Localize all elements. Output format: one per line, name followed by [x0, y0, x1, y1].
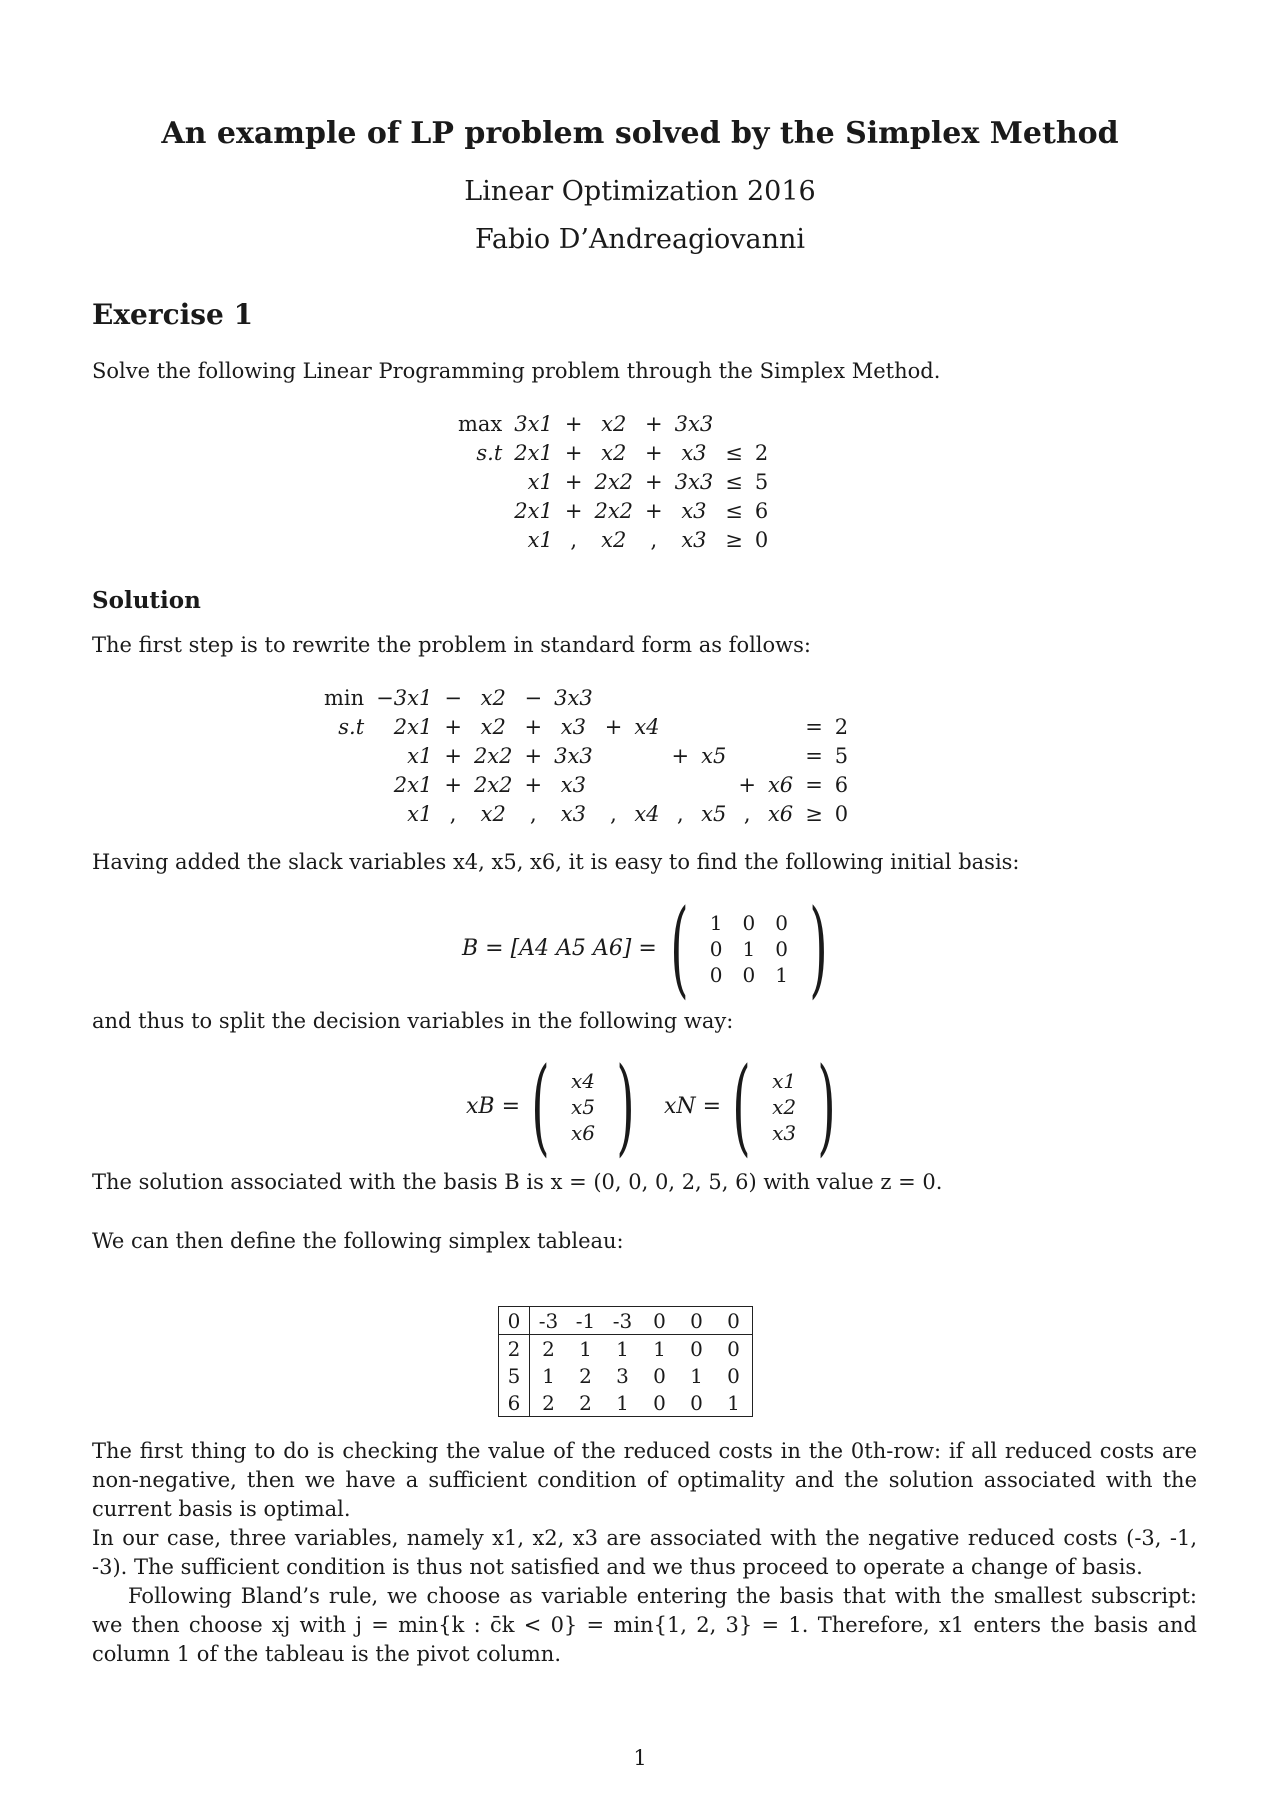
standard-form-term: x3: [560, 714, 587, 739]
tableau-cell: 2: [542, 1390, 555, 1415]
problem-row: [452, 496, 774, 525]
standard-form-term: [628, 741, 665, 770]
problem-term: 0: [754, 527, 769, 552]
problem-term: 2x1: [514, 498, 553, 523]
tableau-cell: 2: [542, 1336, 555, 1361]
problem-term: +: [564, 498, 583, 523]
standard-form-term: ,: [676, 801, 684, 826]
standard-form-term: 6: [834, 772, 849, 797]
standard-form-term: 3x3: [554, 743, 593, 768]
tableau-cell: -3: [604, 1307, 641, 1335]
problem-label: [452, 496, 508, 525]
tableau-cell: 2: [579, 1390, 592, 1415]
standard-form-term: +: [524, 714, 543, 739]
standard-form-term: 2x2: [473, 772, 513, 797]
problem-term: 2x2: [594, 469, 634, 494]
standard-form-term: 2x1: [393, 714, 433, 739]
tableau-cell: -3: [530, 1307, 568, 1335]
problem-term: [749, 409, 774, 438]
standard-form-row: [318, 683, 854, 712]
problem-term: 3x1: [514, 411, 553, 436]
basis-matrix-entry: 0: [775, 936, 788, 961]
basis-matrix-entry: 0: [742, 910, 756, 935]
standard-form-term: [599, 683, 629, 712]
standard-form-term: +: [524, 772, 543, 797]
problem-term: 2x2: [594, 498, 634, 523]
basis-matrix: [700, 910, 798, 988]
standard-form-term: [732, 741, 762, 770]
standard-form-term: x2: [480, 685, 506, 710]
standard-form-term: [666, 770, 696, 799]
tableau-intro: We can then define the following simplex tableau:: [92, 1229, 624, 1253]
standard-form-term: [762, 683, 799, 712]
standard-form-row: [318, 799, 854, 828]
problem-row: [452, 438, 774, 467]
lp-problem: [452, 409, 774, 554]
basis-equation: [462, 887, 839, 1009]
problem-term: ≤: [725, 498, 743, 523]
standard-form-label: [318, 770, 370, 799]
tableau-cell: 0: [641, 1307, 678, 1335]
standard-form-term: x2: [480, 714, 506, 739]
basis-matrix-entry: 1: [775, 962, 788, 987]
left-paren: (: [531, 1045, 550, 1167]
problem-term: x3: [681, 527, 707, 552]
standard-form-label: [318, 741, 370, 770]
tableau-row: [499, 1389, 753, 1417]
standard-form-term: x3: [560, 801, 587, 826]
tableau-cell: 1: [616, 1336, 629, 1361]
standard-form-term: x4: [634, 801, 660, 826]
simplex-tableau: [498, 1306, 753, 1417]
xn-entry: x2: [772, 1094, 797, 1119]
standard-form-term: 2: [834, 714, 849, 739]
tableau-cell: 0: [690, 1390, 703, 1415]
tableau-cell: 2: [499, 1335, 530, 1363]
standard-form-term: −: [524, 685, 543, 710]
tableau-cell: 1: [727, 1390, 740, 1415]
problem-term: ,: [650, 527, 658, 552]
problem-term: ,: [570, 527, 577, 552]
standard-form-term: 0: [834, 801, 849, 826]
problem-term: +: [564, 469, 583, 494]
xn-entries: [762, 1068, 806, 1146]
standard-form-term: [666, 712, 696, 741]
document-title: An example of LP problem solved by the Simplex Method: [161, 116, 1119, 151]
problem-term: +: [564, 411, 583, 436]
problem-term: x2: [601, 440, 627, 465]
problem-term: x2: [601, 411, 627, 436]
basis-matrix-entry: 0: [709, 962, 723, 987]
standard-form-term: [599, 770, 629, 799]
standard-form-term: x1: [407, 801, 433, 826]
problem-term: 3x3: [674, 469, 714, 494]
problem-label: s.t: [476, 440, 503, 465]
tableau-cell: 1: [616, 1390, 629, 1415]
standard-form-term: [695, 683, 732, 712]
problem-term: 5: [754, 469, 769, 494]
standard-form-term: 3x3: [554, 685, 593, 710]
tableau-cell: 0: [727, 1336, 740, 1361]
standard-form-problem: [318, 683, 854, 828]
tableau-row: [499, 1307, 753, 1335]
solution-text: The solution associated with the basis B is x = (0, 0, 0, 2, 5, 6) with value z = 0.: [92, 1170, 943, 1194]
standard-form-label: min: [324, 685, 365, 710]
standard-form-term: =: [805, 772, 823, 797]
problem-term: ≥: [725, 527, 743, 552]
problem-term: x1: [527, 469, 553, 494]
problem-row: [452, 525, 774, 554]
standard-form-term: +: [444, 743, 462, 768]
standard-form-term: x2: [480, 801, 506, 826]
tableau-cell: 1: [542, 1363, 555, 1388]
standard-form-term: +: [604, 714, 623, 739]
basis-matrix-entry: 0: [775, 910, 788, 935]
standard-form-term: +: [738, 772, 756, 797]
tableau-cell: 0: [727, 1363, 740, 1388]
paragraph-blands-rule: Following Bland’s rule, we choose as variable entering the basis that with the smallest subscript: we then choose xj with j = min{k : c̄k < 0} = min{1, 2, 3} = 1. Therefore, x1 enters the basis and column 1 of the tableau is the pivot column.: [92, 1584, 1197, 1666]
standard-form-label: [318, 799, 370, 828]
intro-text: Solve the following Linear Programming problem through the Simplex Method.: [92, 359, 941, 383]
standard-form-term: 2x1: [393, 772, 433, 797]
standard-form-term: +: [444, 772, 462, 797]
problem-term: x3: [681, 440, 707, 465]
standard-form-term: [762, 712, 799, 741]
standard-form-term: [695, 770, 732, 799]
xn-vector: [664, 1045, 847, 1167]
standard-form-term: [599, 741, 629, 770]
problem-term: +: [645, 411, 663, 436]
left-paren: (: [670, 887, 689, 1009]
problem-row: [452, 467, 774, 496]
problem-term: +: [645, 498, 663, 523]
solution-heading: Solution: [92, 587, 201, 614]
problem-term: +: [645, 469, 663, 494]
slack-text: Having added the slack variables x4, x5, x6, it is easy to find the following initial basis:: [92, 850, 1020, 874]
standard-form-row: [318, 712, 854, 741]
tableau-row: [499, 1335, 753, 1363]
standard-form-term: x4: [634, 714, 660, 739]
problem-term: [719, 409, 749, 438]
problem-label: [452, 467, 508, 496]
standard-form-term: +: [444, 714, 462, 739]
basis-label: B = [A4 A5 A6] =: [462, 936, 657, 961]
standard-form-term: x6: [767, 801, 794, 826]
page-number: 1: [633, 1746, 647, 1770]
standard-form-term: [762, 741, 799, 770]
course-name: Linear Optimization 2016: [464, 176, 816, 207]
paragraph-negative-costs: In our case, three variables, namely x1, x2, x3 are associated with the negative reduced costs (-3, -1, -3). The sufficient condition is thus not satisfied and we thus proceed to operate a change of basis.: [92, 1526, 1197, 1579]
standard-form-term: ,: [529, 801, 537, 826]
xb-entry: x5: [570, 1094, 595, 1119]
author-name: Fabio D’Andreagiovanni: [474, 224, 806, 255]
standard-form-term: ,: [449, 801, 457, 826]
standard-form-row: [318, 770, 854, 799]
xn-entry: x3: [772, 1120, 797, 1145]
standard-form-term: [695, 712, 732, 741]
split-text: and thus to split the decision variables in the following way:: [92, 1009, 734, 1033]
right-paren: ): [817, 1045, 836, 1167]
basis-matrix-entry: 1: [742, 936, 756, 961]
standard-form-term: x5: [701, 801, 727, 826]
problem-term: x1: [527, 527, 553, 552]
tableau-cell: 0: [690, 1336, 703, 1361]
problem-label: [452, 525, 508, 554]
problem-term: ≤: [725, 440, 743, 465]
problem-term: x3: [681, 498, 707, 523]
problem-term: 6: [754, 498, 769, 523]
problem-label: max: [458, 411, 503, 436]
tableau-cell: 1: [653, 1336, 666, 1361]
xb-entry: x4: [570, 1068, 595, 1093]
problem-term: ≤: [725, 469, 743, 494]
tableau-cell: 0: [653, 1363, 666, 1388]
problem-row: [452, 409, 774, 438]
problem-term: 3x3: [674, 411, 714, 436]
standard-form-term: ≥: [805, 801, 823, 826]
left-paren: (: [732, 1045, 751, 1167]
xn-label: xN =: [664, 1094, 722, 1119]
basis-matrix-entry: 1: [709, 910, 723, 935]
basis-matrix-entry: 0: [742, 962, 756, 987]
standard-form-term: +: [671, 743, 690, 768]
xb-entries: [561, 1068, 605, 1146]
xb-entry: x6: [570, 1120, 595, 1145]
standard-form-term: x3: [560, 772, 587, 797]
problem-term: 2x1: [514, 440, 553, 465]
xn-entry: x1: [772, 1068, 797, 1093]
tableau-cell: 3: [616, 1363, 629, 1388]
standard-form-term: =: [805, 714, 823, 739]
xb-vector: [466, 1045, 646, 1167]
standard-form-label: s.t: [338, 714, 365, 739]
standard-form-term: [829, 683, 854, 712]
tableau-cell: 0: [678, 1307, 715, 1335]
tableau-row: [499, 1362, 753, 1389]
tableau-cell: 1: [690, 1363, 703, 1388]
problem-term: 2: [754, 440, 769, 465]
right-paren: ): [809, 887, 828, 1009]
standard-form-term: 2x2: [473, 743, 513, 768]
standard-form-term: −: [444, 685, 462, 710]
standard-form-term: [628, 770, 665, 799]
paragraph-optimality: The first thing to do is checking the value of the reduced costs in the 0th-row: if all reduced costs are non-negative, then we have a sufficient condition of optimality and the solution associated with the current basis is optimal.: [92, 1439, 1197, 1521]
standard-form-term: 5: [834, 743, 849, 768]
tableau-cell: 6: [499, 1389, 530, 1417]
standard-form-row: [318, 741, 854, 770]
standard-form-term: [732, 712, 762, 741]
tableau-cell: 5: [499, 1362, 530, 1389]
standard-form-term: −3x1: [376, 685, 433, 710]
standard-form-intro: The first step is to rewrite the problem in standard form as follows:: [92, 633, 811, 657]
tableau-cell: 0: [653, 1390, 666, 1415]
standard-form-term: ,: [743, 801, 751, 826]
standard-form-term: [666, 683, 696, 712]
exercise-heading: Exercise 1: [92, 298, 254, 331]
standard-form-term: [732, 683, 762, 712]
tableau-cell: 2: [579, 1363, 592, 1388]
tableau-cell: -1: [567, 1307, 604, 1335]
tableau-cell: 0: [715, 1307, 753, 1335]
xb-label: xB =: [466, 1094, 521, 1119]
standard-form-term: x5: [701, 743, 727, 768]
tableau-cell: 0: [499, 1307, 530, 1335]
tableau-cell: 1: [579, 1336, 592, 1361]
basis-matrix-entry: 0: [709, 936, 723, 961]
problem-term: x2: [601, 527, 627, 552]
standard-form-term: x1: [407, 743, 433, 768]
right-paren: ): [616, 1045, 635, 1167]
standard-form-term: ,: [610, 801, 617, 826]
standard-form-term: [799, 683, 829, 712]
problem-term: +: [645, 440, 663, 465]
problem-term: +: [564, 440, 583, 465]
standard-form-term: [628, 683, 665, 712]
standard-form-term: +: [524, 743, 543, 768]
standard-form-term: =: [805, 743, 823, 768]
standard-form-term: x6: [767, 772, 794, 797]
